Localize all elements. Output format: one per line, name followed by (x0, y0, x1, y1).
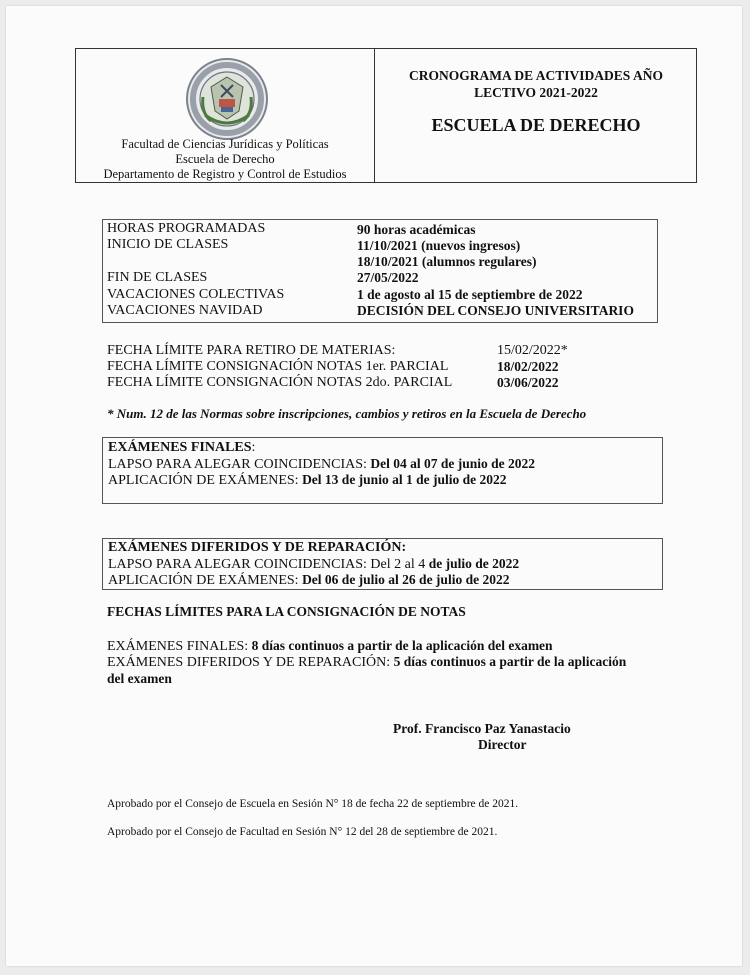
deadline-label: FECHA LÍMITE PARA RETIRO DE MATERIAS: (107, 343, 396, 358)
schedule-label: VACACIONES NAVIDAD (107, 303, 263, 318)
deferred-exams-title: EXÁMENES DIFERIDOS Y DE REPARACIÓN: (108, 540, 407, 555)
title-line-1: CRONOGRAMA DE ACTIVIDADES AÑO (409, 68, 663, 83)
deadline-label: FECHA LÍMITE CONSIGNACIÓN NOTAS 2do. PARCIAL (107, 375, 453, 390)
schedule-label: INICIO DE CLASES (107, 237, 229, 252)
department-name: Departamento de Registro y Control de Estudios (103, 167, 347, 181)
deferred-exams-label: LAPSO PARA ALEGAR COINCIDENCIAS: (108, 557, 367, 572)
final-exams-label: LAPSO PARA ALEGAR COINCIDENCIAS: (108, 457, 367, 472)
final-exams-heading (108, 440, 255, 456)
schedule-label: VACACIONES COLECTIVAS (107, 287, 285, 302)
schedule-value: 27/05/2022 (357, 270, 419, 285)
university-seal-logo (181, 57, 273, 149)
faculty-name: Facultad de Ciencias Jurídicas y Políticas (121, 137, 329, 151)
schedule-value: 1 de agosto al 15 de septiembre de 2022 (357, 287, 583, 302)
document-title (374, 67, 698, 136)
footnote: * Num. 12 de las Normas sobre inscripciones, cambios y retiros en la Escuela de Derecho (107, 406, 587, 421)
final-exams-value: Del 04 al 07 de junio de 2022 (370, 456, 536, 471)
deadline-label: FECHA LÍMITE CONSIGNACIÓN NOTAS 1er. PARCIAL (107, 359, 449, 374)
grades-line (107, 654, 626, 671)
title-line-2: LECTIVO 2021-2022 (474, 85, 598, 100)
deadline-value: 15/02/2022* (497, 343, 568, 358)
schedule-label: HORAS PROGRAMADAS (107, 221, 266, 236)
grades-value: 5 días continuos a partir de la aplicación (393, 654, 627, 669)
final-exams-box (102, 437, 663, 504)
final-exams-line (108, 472, 506, 489)
final-exams-label: APLICACIÓN DE EXÁMENES: (108, 473, 299, 488)
final-exams-colon: : (251, 440, 256, 455)
school-name: Escuela de Derecho (175, 152, 275, 166)
final-exams-title: EXÁMENES FINALES (108, 440, 252, 455)
school-title: ESCUELA DE DERECHO (431, 115, 641, 135)
schedule-value: 18/10/2021 (alumnos regulares) (357, 254, 537, 269)
signatory-name: Prof. Francisco Paz Yanastacio (393, 721, 571, 736)
deferred-exams-label: APLICACIÓN DE EXÁMENES: (108, 573, 299, 588)
deferred-exams-box (102, 538, 663, 590)
final-exams-line (108, 456, 535, 473)
signatory-role: Director (478, 737, 527, 752)
schedule-box (102, 219, 658, 323)
schedule-label: FIN DE CLASES (107, 270, 208, 285)
grades-value: 8 días continuos a partir de la aplicación del examen (251, 638, 553, 653)
faculty-info (76, 137, 374, 182)
deferred-exams-value: Del 06 de julio al 26 de julio de 2022 (302, 572, 510, 587)
deferred-exams-range: Del 2 al 4 (370, 557, 426, 572)
header-box (75, 48, 697, 183)
final-exams-value: Del 13 de junio al 1 de julio de 2022 (302, 472, 507, 487)
schedule-value: DECISIÓN DEL CONSEJO UNIVERSITARIO (357, 303, 634, 318)
approval-note: Aprobado por el Consejo de Facultad en Sesión N° 12 del 28 de septiembre de 2021. (107, 826, 498, 838)
deferred-exams-line (108, 556, 519, 573)
schedule-value: 11/10/2021 (nuevos ingresos) (357, 238, 521, 253)
deadline-value: 03/06/2022 (497, 375, 559, 390)
grades-heading: FECHAS LÍMITES PARA LA CONSIGNACIÓN DE NOTAS (107, 604, 466, 619)
approval-note: Aprobado por el Consejo de Escuela en Sesión N° 18 de fecha 22 de septiembre de 2021. (107, 798, 519, 810)
schedule-value: 90 horas académicas (357, 222, 476, 237)
deferred-exams-value: de julio de 2022 (428, 556, 520, 571)
grades-label: EXÁMENES FINALES: (107, 639, 249, 654)
grades-line (107, 638, 553, 655)
deadline-value: 18/02/2022 (497, 359, 559, 374)
grades-value-continued: del examen (107, 671, 172, 686)
grades-label: EXÁMENES DIFERIDOS Y DE REPARACIÓN: (107, 655, 391, 670)
deferred-exams-line (108, 572, 509, 589)
